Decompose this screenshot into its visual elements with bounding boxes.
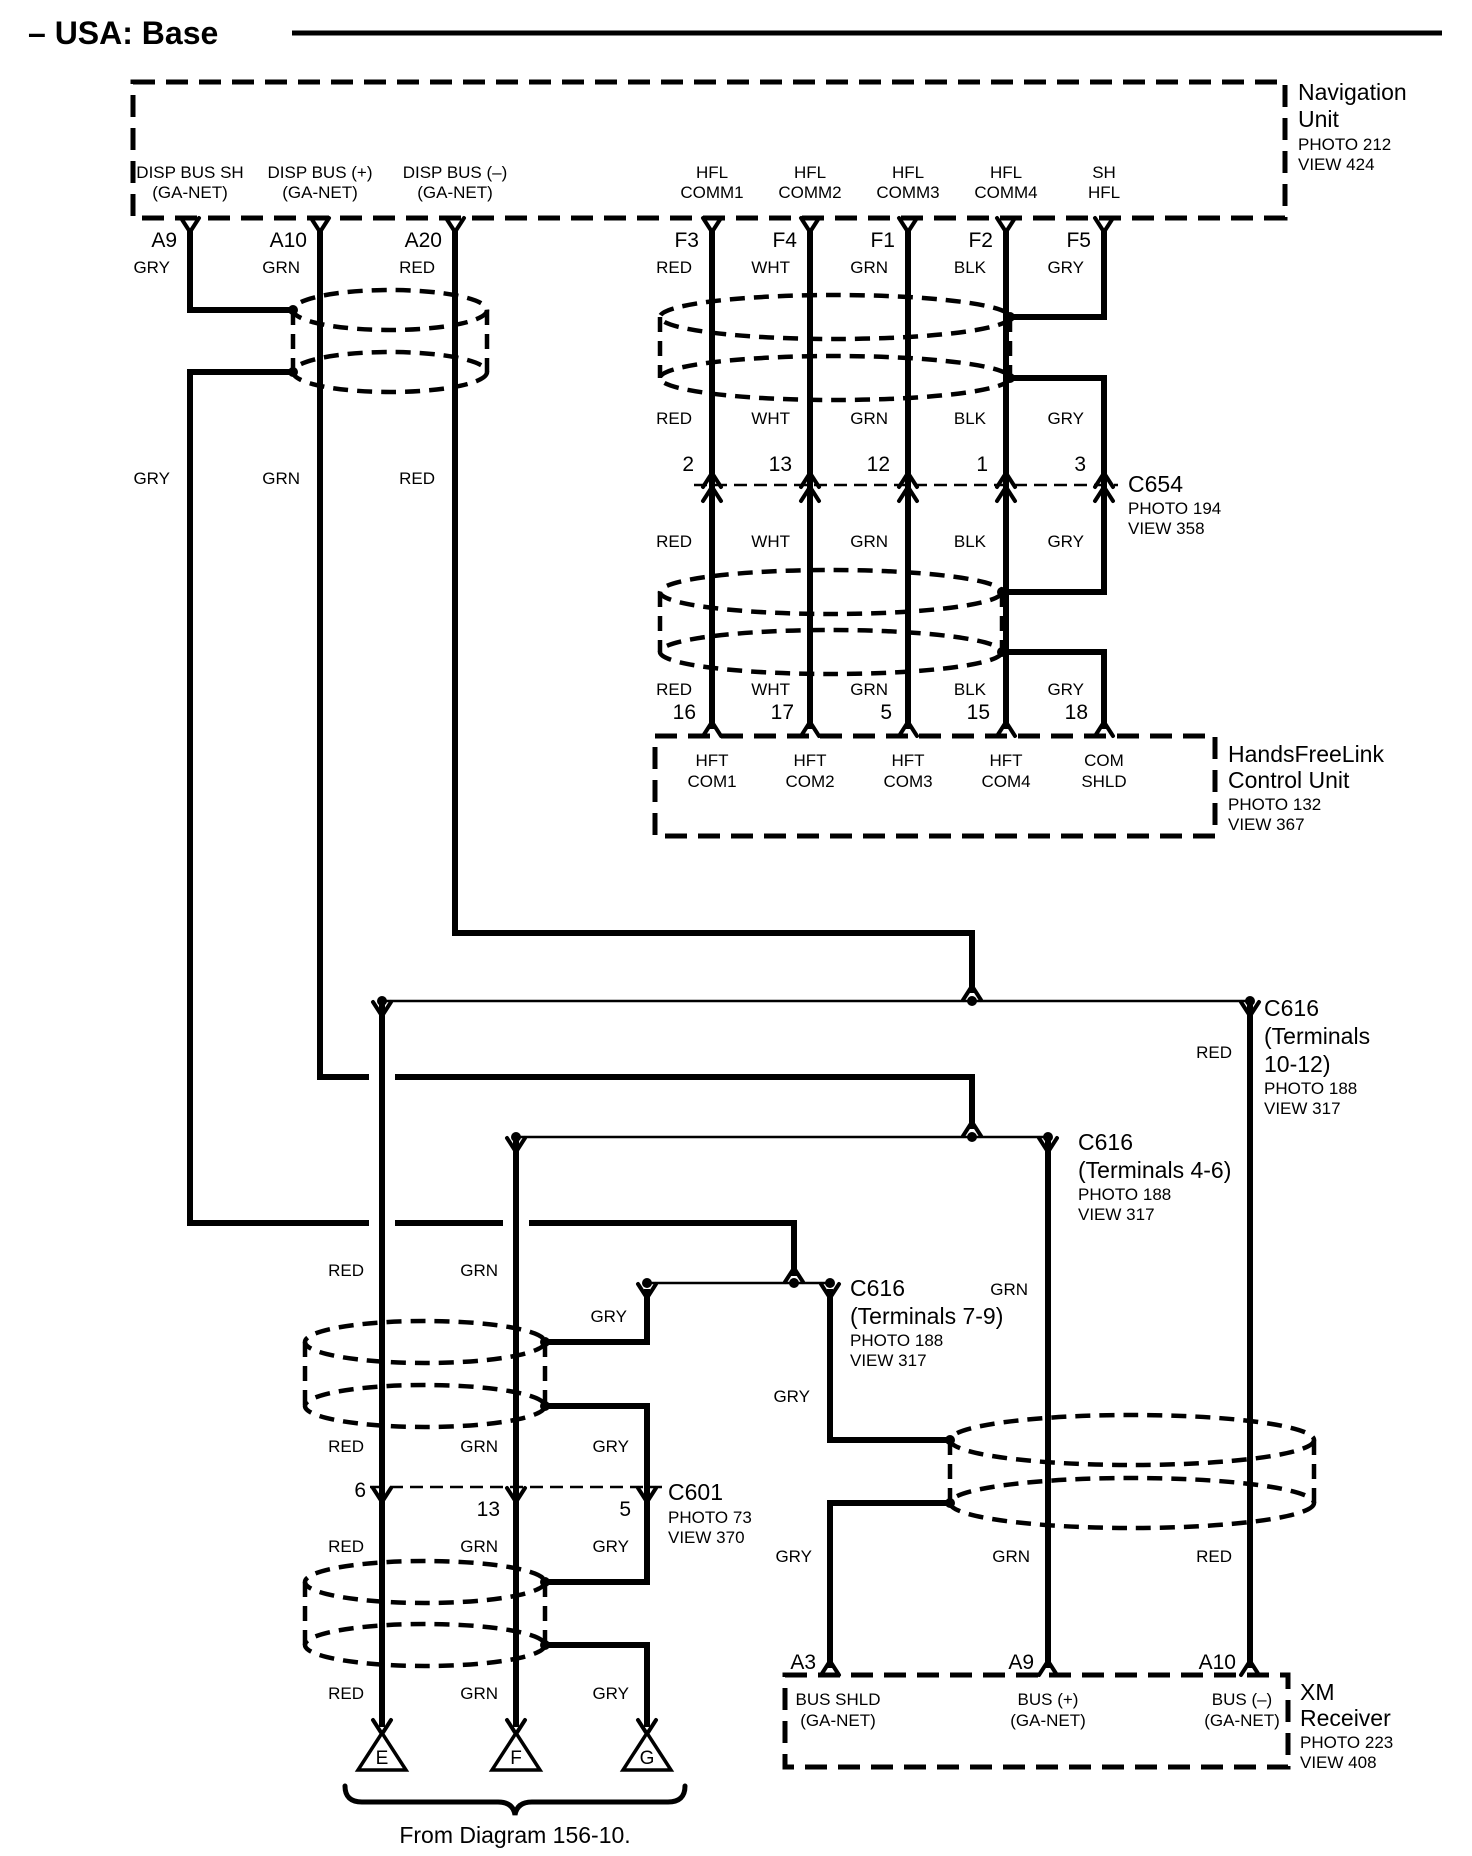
wire-color: BLK bbox=[953, 409, 986, 428]
pin-function: BUS SHLD bbox=[795, 1690, 881, 1709]
unit-photo: PHOTO 132 bbox=[1228, 795, 1322, 814]
wire-color: BLK bbox=[953, 258, 986, 277]
pin-number: 3 bbox=[1074, 453, 1086, 476]
pin-function: HFT bbox=[891, 751, 925, 770]
connector-id: C616 bbox=[1078, 1129, 1133, 1155]
ground-symbols bbox=[345, 1733, 685, 1848]
wire-color: GRN bbox=[850, 409, 888, 428]
pin-function: HFT bbox=[695, 751, 729, 770]
pin-number: 6 bbox=[354, 1479, 366, 1502]
pin-function: COM2 bbox=[785, 772, 835, 791]
connector-photo: PHOTO 194 bbox=[1128, 499, 1222, 518]
pin-id: A20 bbox=[404, 229, 442, 252]
wire-color: RED bbox=[1196, 1547, 1232, 1566]
connector-view: VIEW 370 bbox=[668, 1528, 745, 1547]
wire-color: GRN bbox=[850, 532, 888, 551]
pin-id: F3 bbox=[674, 229, 699, 252]
pin-function: (GA-NET) bbox=[1204, 1711, 1280, 1730]
unit-photo: PHOTO 212 bbox=[1298, 135, 1392, 154]
pin-function: HFL bbox=[793, 163, 827, 182]
pin-function: BUS (+) bbox=[1017, 1690, 1079, 1709]
from-diagram-note: From Diagram 156-10. bbox=[399, 1822, 631, 1848]
pin-id: F2 bbox=[968, 229, 993, 252]
ganet-wire-colors bbox=[328, 1261, 629, 1703]
wire-color: GRY bbox=[773, 1387, 810, 1406]
wire-color: RED bbox=[656, 258, 692, 277]
wire-color: WHT bbox=[751, 409, 790, 428]
unit-name: HandsFreeLink bbox=[1228, 741, 1384, 767]
pin-function: (GA-NET) bbox=[800, 1711, 876, 1730]
connector-c601 bbox=[354, 1479, 751, 1547]
wire-color: GRY bbox=[592, 1684, 629, 1703]
pin-id: A10 bbox=[1198, 1651, 1236, 1674]
pin-function: HFL bbox=[1087, 183, 1121, 202]
wire-color: GRN bbox=[850, 258, 888, 277]
wire-colors-row1 bbox=[133, 258, 1084, 277]
xm-receiver-pins bbox=[790, 1651, 1279, 1730]
wire-color: RED bbox=[328, 1437, 364, 1456]
connector-view: VIEW 317 bbox=[1078, 1205, 1155, 1224]
pin-number: 18 bbox=[1064, 701, 1088, 724]
connector-photo: PHOTO 188 bbox=[1264, 1079, 1358, 1098]
connector-c654 bbox=[682, 453, 1221, 538]
pin-function: (GA-NET) bbox=[1010, 1711, 1086, 1730]
pin-id: A9 bbox=[1008, 1651, 1034, 1674]
pin-number: 13 bbox=[768, 453, 792, 476]
wire-color: WHT bbox=[751, 680, 790, 699]
wire-color: GRY bbox=[590, 1307, 627, 1326]
connector-id: C616 bbox=[1264, 995, 1319, 1021]
unit-name: Control Unit bbox=[1228, 767, 1350, 793]
wire-color: GRY bbox=[1047, 532, 1084, 551]
wire-colors-row2 bbox=[133, 409, 1084, 488]
pin-number: 17 bbox=[770, 701, 794, 724]
wire-color: GRN bbox=[460, 1437, 498, 1456]
connector-view: VIEW 317 bbox=[850, 1351, 927, 1370]
connector-terminals: (Terminals bbox=[1264, 1023, 1371, 1049]
pin-function: COM bbox=[1084, 751, 1124, 770]
shield-ganet-right bbox=[950, 1415, 1314, 1528]
wire-color: BLK bbox=[953, 680, 986, 699]
handsfreelink-pins bbox=[673, 701, 1127, 791]
junction-dots bbox=[288, 305, 1255, 1650]
wire-color: GRY bbox=[775, 1547, 812, 1566]
pin-function: COMM4 bbox=[974, 183, 1038, 202]
wire-color: GRY bbox=[133, 469, 170, 488]
wire-color: BLK bbox=[953, 532, 986, 551]
wire-color: RED bbox=[399, 469, 435, 488]
pin-function: COM4 bbox=[981, 772, 1031, 791]
pin-number: 13 bbox=[476, 1498, 500, 1521]
xm-receiver-label bbox=[1300, 1679, 1393, 1772]
nav-pin-function-labels bbox=[136, 163, 1120, 202]
connector-terminals: (Terminals 4-6) bbox=[1078, 1157, 1232, 1183]
wire-color: RED bbox=[1196, 1043, 1232, 1062]
xm-wire-colors bbox=[775, 1547, 1232, 1566]
pin-id: F1 bbox=[870, 229, 895, 252]
pin-number: 16 bbox=[672, 701, 696, 724]
ground-letter: E bbox=[375, 1748, 389, 1769]
pin-id: F5 bbox=[1066, 229, 1091, 252]
pin-function: HFL bbox=[695, 163, 729, 182]
wire-color: GRY bbox=[592, 1437, 629, 1456]
connector-photo: PHOTO 188 bbox=[1078, 1185, 1172, 1204]
wire-color: GRN bbox=[990, 1280, 1028, 1299]
pin-function: COM1 bbox=[687, 772, 737, 791]
wire-color: RED bbox=[328, 1684, 364, 1703]
pin-id: A3 bbox=[790, 1651, 816, 1674]
pin-number: 1 bbox=[976, 453, 988, 476]
shield-ganet-left-upper bbox=[305, 1321, 545, 1427]
pin-id: F4 bbox=[772, 229, 797, 252]
nav-pin-ids bbox=[151, 229, 1091, 252]
wire-color: WHT bbox=[751, 258, 790, 277]
connector-id: C654 bbox=[1128, 471, 1183, 497]
pin-function: COMM3 bbox=[876, 183, 940, 202]
handsfreelink-unit-box bbox=[655, 736, 1215, 836]
unit-view: VIEW 408 bbox=[1300, 1753, 1377, 1772]
unit-view: VIEW 424 bbox=[1298, 155, 1375, 174]
wire-color: GRN bbox=[262, 258, 300, 277]
wire-color: GRY bbox=[1047, 680, 1084, 699]
pin-function: (GA-NET) bbox=[417, 183, 493, 202]
unit-view: VIEW 367 bbox=[1228, 815, 1305, 834]
connector-c616-10-12 bbox=[1196, 995, 1370, 1118]
ground-letter: G bbox=[639, 1748, 655, 1769]
wire-color: RED bbox=[328, 1261, 364, 1280]
pin-function: HFL bbox=[989, 163, 1023, 182]
pin-function: HFT bbox=[989, 751, 1023, 770]
connector-terminals: 10-12) bbox=[1264, 1051, 1331, 1077]
pin-id: A10 bbox=[269, 229, 307, 252]
unit-name: Navigation bbox=[1298, 79, 1407, 105]
wire-hfl-shield-gry bbox=[1002, 230, 1104, 729]
pin-number: 15 bbox=[966, 701, 990, 724]
pin-function: (GA-NET) bbox=[152, 183, 228, 202]
wire-color: RED bbox=[399, 258, 435, 277]
wire-color: GRY bbox=[1047, 409, 1084, 428]
connector-view: VIEW 358 bbox=[1128, 519, 1205, 538]
pin-function: SHLD bbox=[1081, 772, 1127, 791]
pin-function: SH bbox=[1092, 163, 1116, 182]
wire-colors-row4 bbox=[656, 680, 1084, 699]
pin-function: DISP BUS (+) bbox=[267, 163, 373, 182]
page-title: – USA: Base bbox=[28, 15, 219, 51]
pin-function: DISP BUS SH bbox=[136, 163, 244, 182]
wire-ganet-gry-left bbox=[545, 1289, 647, 1727]
wire-color: GRN bbox=[460, 1684, 498, 1703]
wire-color: GRN bbox=[992, 1547, 1030, 1566]
pin-function: BUS (–) bbox=[1211, 1690, 1273, 1709]
pin-id: A9 bbox=[151, 229, 177, 252]
wire-color: RED bbox=[328, 1537, 364, 1556]
connector-photo: PHOTO 73 bbox=[668, 1508, 752, 1527]
unit-name: Receiver bbox=[1300, 1705, 1391, 1731]
connector-view: VIEW 317 bbox=[1264, 1099, 1341, 1118]
wire-color: GRY bbox=[133, 258, 170, 277]
unit-name: XM bbox=[1300, 1679, 1335, 1705]
navigation-unit-label bbox=[1298, 79, 1407, 174]
ground-letter: F bbox=[510, 1748, 522, 1769]
wire-color: RED bbox=[656, 409, 692, 428]
shield-ganet-left-lower bbox=[305, 1561, 545, 1666]
connector-photo: PHOTO 188 bbox=[850, 1331, 944, 1350]
unit-photo: PHOTO 223 bbox=[1300, 1733, 1394, 1752]
pin-function: DISP BUS (–) bbox=[402, 163, 508, 182]
pin-function: HFL bbox=[891, 163, 925, 182]
pin-number: 12 bbox=[866, 453, 890, 476]
handsfreelink-unit-label bbox=[1228, 741, 1384, 834]
wire-color: GRN bbox=[460, 1537, 498, 1556]
pin-function: (GA-NET) bbox=[282, 183, 358, 202]
wire-color: RED bbox=[656, 532, 692, 551]
pin-function: HFT bbox=[793, 751, 827, 770]
wire-color: RED bbox=[656, 680, 692, 699]
connector-id: C616 bbox=[850, 1275, 905, 1301]
connector-c616-7-9 bbox=[590, 1275, 1003, 1406]
pin-function: COMM2 bbox=[778, 183, 842, 202]
wire-color: WHT bbox=[751, 532, 790, 551]
connector-c616-4-6 bbox=[990, 1129, 1231, 1299]
pin-number: 5 bbox=[619, 1498, 631, 1521]
pin-function: COMM1 bbox=[680, 183, 744, 202]
connector-terminals: (Terminals 7-9) bbox=[850, 1303, 1004, 1329]
brace bbox=[345, 1786, 685, 1815]
wire-color: GRN bbox=[850, 680, 888, 699]
wire-color: GRN bbox=[460, 1261, 498, 1280]
terminal-symbols bbox=[181, 218, 1259, 1734]
pin-number: 5 bbox=[880, 701, 892, 724]
pin-number: 2 bbox=[682, 453, 694, 476]
connector-id: C601 bbox=[668, 1479, 723, 1505]
wire-color: GRY bbox=[1047, 258, 1084, 277]
unit-name: Unit bbox=[1298, 106, 1339, 132]
wire-color: GRY bbox=[592, 1537, 629, 1556]
pin-function: COM3 bbox=[883, 772, 933, 791]
wire-colors-row3 bbox=[656, 532, 1084, 551]
wire-color: GRN bbox=[262, 469, 300, 488]
